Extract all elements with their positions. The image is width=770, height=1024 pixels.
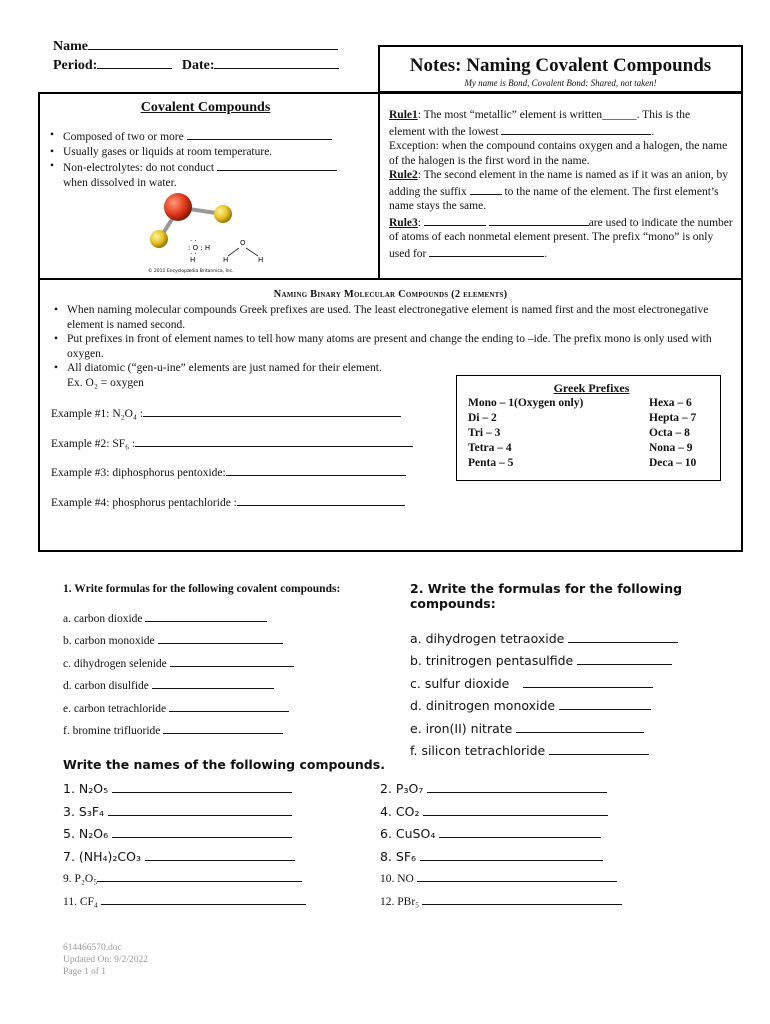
covalent-list (48, 128, 373, 190)
greek-prefixes-box (456, 375, 721, 481)
divider-horizontal (38, 278, 743, 280)
list-item: • Usually gases or liquids at room temperature. (48, 145, 373, 160)
binary-list (52, 303, 722, 376)
list-item[interactable]: 8. SF₆ (380, 846, 622, 869)
rule-1: Rule1: The most “metallic” element is written______. This is the element with the lowest . (389, 109, 691, 138)
page-subtitle: My name is Bond, Covalent Bond: Shared, not taken! (464, 78, 657, 88)
list-item: • Composed of two or more (48, 128, 373, 145)
hydrogen-atom (150, 230, 168, 248)
divider-vertical (378, 92, 380, 279)
list-item[interactable]: b. carbon monoxide (63, 630, 294, 652)
svg-text:H: H (190, 256, 196, 264)
footer (63, 942, 148, 978)
list-item[interactable]: e. iron(II) nitrate (410, 718, 678, 740)
section1-list (63, 608, 294, 742)
svg-text:H: H (258, 256, 264, 264)
footer-doc: 614466570.doc (63, 943, 122, 953)
section2-list (410, 628, 678, 762)
list-item[interactable]: 10. NO (380, 868, 622, 891)
list-item[interactable]: c. dihydrogen selenide (63, 653, 294, 675)
list-item[interactable]: d. carbon disulfide (63, 675, 294, 697)
list-item[interactable]: 5. N₂O₆ (63, 823, 306, 846)
example-3[interactable]: Example #3: diphosphorus pentoxide: (51, 464, 406, 481)
list-item: • When naming molecular compounds Greek prefixes are used. The least electronegative element is named first and the most electronegative element is named second. (52, 303, 722, 332)
svg-text:· ·: · · (190, 237, 197, 245)
names-title: Write the names of the following compounds. (63, 757, 385, 772)
name-line[interactable] (53, 38, 338, 55)
period-date-line[interactable] (53, 57, 339, 74)
water-molecule-image (140, 188, 270, 276)
section1-title: 1. Write formulas for the following covalent compounds: (63, 583, 341, 595)
rule-3: Rule3: are used to indicate the number of atoms of each nonmetal element present. The prefix “mono” is only used for . (389, 214, 734, 262)
list-item[interactable]: 1. N₂O₅ (63, 778, 306, 801)
example-o2: Ex. O₂ = oxygen (67, 376, 144, 389)
title-box (378, 45, 743, 93)
svg-text:H: H (223, 256, 229, 264)
list-item[interactable]: 11. CF₄ (63, 891, 306, 914)
list-item[interactable]: f. silicon tetrachloride (410, 740, 678, 762)
oxygen-atom (164, 193, 192, 221)
section2-title: 2. Write the formulas for the following compounds: (410, 581, 683, 611)
example-1[interactable]: Example #1: N₂O₄ : (51, 405, 401, 422)
greek-left-col: Mono – 1(Oxygen only) Di – 2 Tri – 3 Tetra – 4 Penta – 5 (468, 397, 584, 469)
rule-2: Rule2: The second element in the name is named as if it was an anion, by adding the suffix to the name of the element. The first element’s name stays the same. (389, 169, 728, 212)
page-title: Notes: Naming Covalent Compounds (409, 55, 712, 76)
list-item: • Non-electrolytes: do not conduct when dissolved in water. (48, 159, 373, 190)
svg-text:O: O (240, 239, 246, 247)
image-credit: © 2011 Encyclopædia Britannica, Inc. (148, 269, 234, 274)
hydrogen-atom (214, 205, 232, 223)
list-item[interactable]: 2. P₃O₇ (380, 778, 622, 801)
list-item[interactable]: 12. PBr₅ (380, 891, 622, 914)
covalent-heading: Covalent Compounds (140, 100, 271, 115)
list-item[interactable]: a. dihydrogen tetraoxide (410, 628, 678, 650)
names-left-list (63, 778, 306, 914)
list-item[interactable]: 6. CuSO₄ (380, 823, 622, 846)
period-label: Period: (53, 58, 98, 73)
rules-section (389, 108, 734, 261)
svg-text:· ·: · · (190, 250, 197, 258)
list-item[interactable]: d. dinitrogen monoxide (410, 695, 678, 717)
footer-page: Page 1 of 1 (63, 967, 107, 977)
example-2[interactable]: Example #2: SF₆ : (51, 435, 413, 452)
date-label: Date: (181, 58, 215, 73)
list-item[interactable]: 9. P₂O₅ (63, 868, 306, 891)
list-item[interactable]: c. sulfur dioxide (410, 673, 678, 695)
footer-updated: Updated On: 9/2/2022 (63, 955, 148, 965)
covalent-section (48, 100, 373, 190)
name-label: Name (53, 39, 88, 54)
list-item[interactable]: b. trinitrogen pentasulfide (410, 650, 678, 672)
svg-text:: O : H: : O : H (188, 244, 211, 252)
list-item[interactable]: e. carbon tetrachloride (63, 698, 294, 720)
list-item[interactable]: a. carbon dioxide (63, 608, 294, 630)
list-item[interactable]: 7. (NH₄)₂CO₃ (63, 846, 306, 869)
list-item[interactable]: f. bromine trifluoride (63, 720, 294, 742)
names-right-list (380, 778, 622, 914)
list-item[interactable]: 4. CO₂ (380, 801, 622, 824)
rule-1-exception: Exception: when the compound contains oxygen and a halogen, the name of the halogen is the first word in the name. (389, 140, 728, 167)
greek-prefixes-title: Greek Prefixes (553, 381, 630, 395)
list-item: • All diatomic (“gen-u-ine” elements are just named for their element. (52, 361, 427, 376)
list-item: • Put prefixes in front of element names to tell how many atoms are present and change the ending to –ide. The prefix mono is only used with oxygen. (52, 332, 722, 361)
greek-right-col: Hexa – 6 Hepta – 7 Octa – 8 Nona – 9 Deca – 10 (649, 397, 697, 469)
list-item[interactable]: 3. S₃F₄ (63, 801, 306, 824)
binary-heading: Naming Binary Molecular Compounds (2 elements) (273, 289, 508, 300)
example-4[interactable]: Example #4: phosphorus pentachloride : (51, 494, 405, 511)
